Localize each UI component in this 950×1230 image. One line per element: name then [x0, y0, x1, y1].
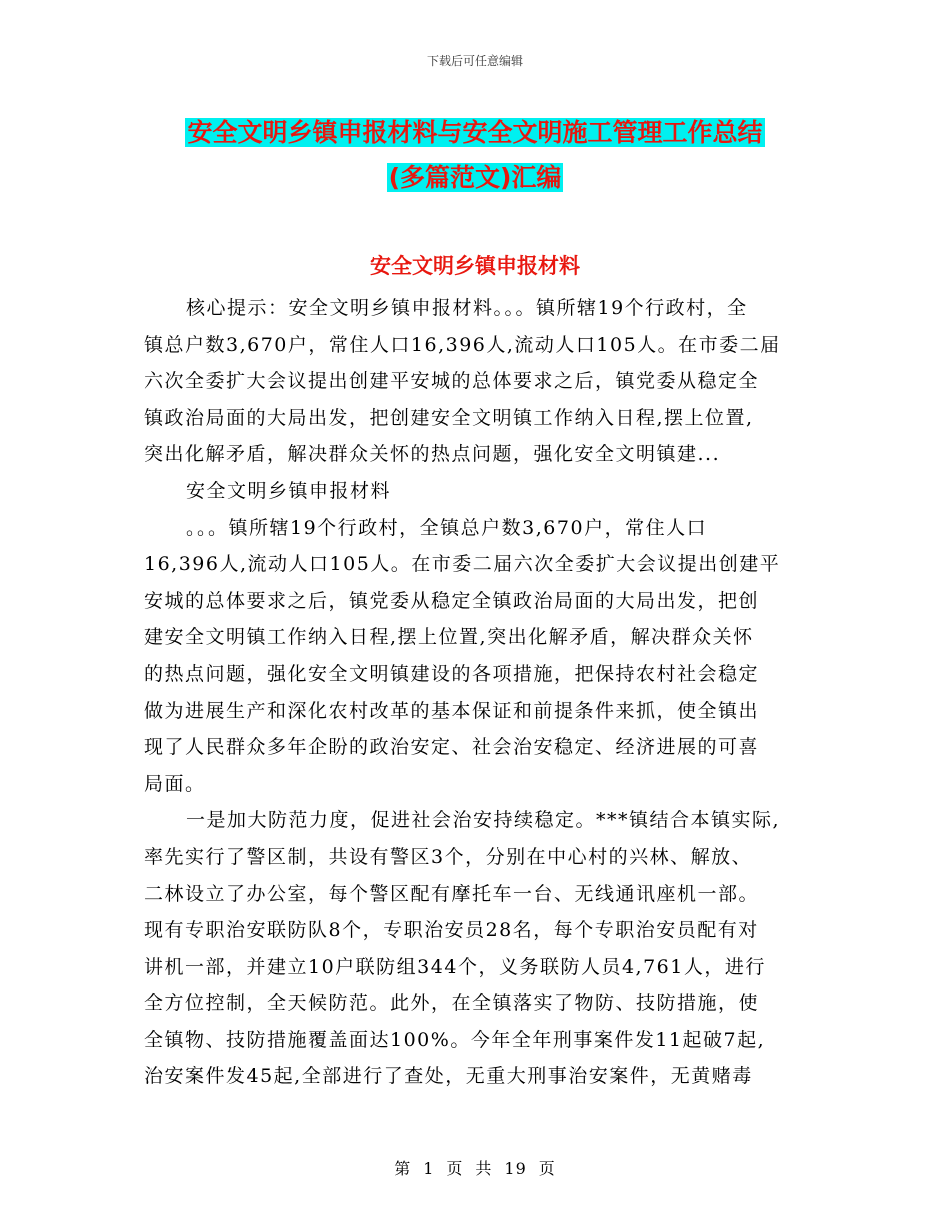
body-line: 安全文明乡镇申报材料: [186, 479, 392, 502]
body-line: 全方位控制，全天候防范。此外，在全镇落实了物防、技防措施，使: [144, 992, 760, 1015]
section-title: 安全文明乡镇申报材料: [370, 254, 580, 278]
total-pages: 19: [504, 1159, 527, 1178]
total-unit: 页: [538, 1159, 556, 1178]
body-line: 率先实行了警区制，共设有警区3个，分别在中心村的兴林、解放、: [144, 845, 753, 868]
body-line: 全镇物、技防措施覆盖面达100%。今年全年刑事案件发11起破7起,: [144, 1028, 766, 1051]
document-title-line-2: [0, 158, 950, 194]
body-line: 建安全文明镇工作纳入日程,摆上位置,突出化解矛盾，解决群众关怀: [144, 626, 754, 649]
document-title-line-1-text: 安全文明乡镇申报材料与安全文明施工管理工作总结: [187, 118, 763, 147]
page-label: 第: [394, 1159, 412, 1178]
body-line: 现了人民群众多年企盼的政治安定、社会治安稳定、经济进展的可喜: [144, 736, 760, 759]
body-line: 突出化解矛盾，解决群众关怀的热点问题，强化安全文明镇建...: [144, 443, 721, 466]
body-line: 治安案件发45起,全部进行了查处，无重大刑事治安案件，无黄赌毒: [144, 1065, 753, 1088]
body-line: 的热点问题，强化安全文明镇建设的各项措施，把保持农村社会稳定: [144, 662, 760, 685]
header-note: 下载后可任意编辑: [426, 54, 523, 68]
body-line: 一是加大防范力度，促进社会治安持续稳定。***镇结合本镇实际,: [186, 809, 781, 832]
body-line: 现有专职治安联防队8个，专职治安员28名，每个专职治安员配有对: [144, 919, 759, 942]
body-line: 16,396人,流动人口105人。在市委二届六次全委扩大会议提出创建平: [144, 553, 781, 576]
body-line: 局面。: [144, 772, 206, 795]
page-unit: 页: [446, 1159, 464, 1178]
body-line: 镇政治局面的大局出发，把创建安全文明镇工作纳入日程,摆上位置,: [144, 406, 754, 429]
body-line: 镇总户数3,670户，常住人口16,396人,流动人口105人。在市委二届: [144, 333, 781, 356]
document-title-line-1: [0, 113, 950, 149]
page-number: 1: [423, 1159, 435, 1178]
body-line: 做为进展生产和深化农村改革的基本保证和前提条件来抓，使全镇出: [144, 699, 760, 722]
body-line: 。。。镇所辖19个行政村，全镇总户数3,670户，常住人口: [186, 516, 708, 539]
body-text: [144, 290, 824, 1095]
body-line: 二林设立了办公室，每个警区配有摩托车一台、无线通讯座机一部。: [144, 882, 760, 905]
body-line: 核心提示：安全文明乡镇申报材料。。。镇所辖19个行政村，全: [186, 297, 748, 319]
page-footer: [0, 1156, 950, 1179]
body-line: 六次全委扩大会议提出创建平安城的总体要求之后，镇党委从稳定全: [144, 370, 760, 393]
body-line: 安城的总体要求之后，镇党委从稳定全镇政治局面的大局出发，把创: [144, 589, 760, 612]
document-title-line-2-text: (多篇范文)汇编: [388, 163, 562, 192]
body-line: 讲机一部，并建立10户联防组344个，义务联防人员4,761人，进行: [144, 955, 766, 978]
total-label: 共: [475, 1159, 493, 1178]
